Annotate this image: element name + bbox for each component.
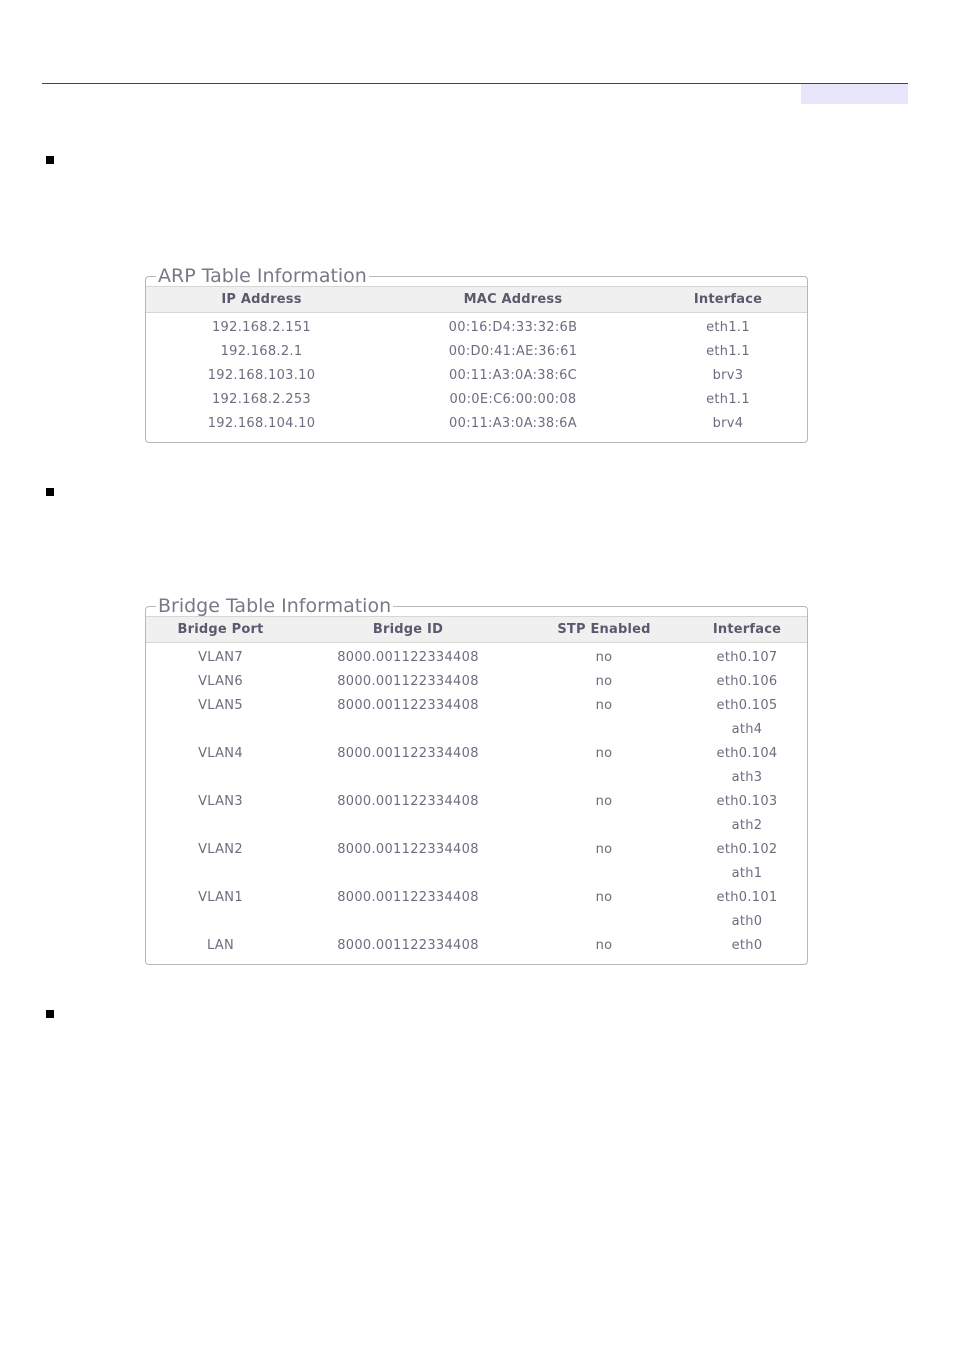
table-row [146,741,807,765]
bridge-port-cell: VLAN5 [198,697,243,713]
bridge-stp-cell [521,813,687,837]
bridge-stp-cell: no [595,841,613,857]
table-row [146,313,807,340]
bridge-id-cell [295,909,521,933]
arp-mac-cell: 00:D0:41:AE:36:61 [448,343,578,359]
arp-interface-cell: brv3 [712,367,744,383]
bridge-stp-cell: no [595,793,613,809]
bridge-id-cell [295,861,521,885]
bridge-port-cell [146,765,295,789]
bridge-interface-cell: ath2 [731,817,763,833]
arp-ip-cell: 192.168.2.151 [211,319,311,335]
table-row [146,363,807,387]
bridge-stp-cell: no [595,937,613,953]
bullet-1 [46,156,54,164]
bridge-col-stp-enabled: STP Enabled [521,617,687,643]
bridge-interface-cell: eth0.101 [716,889,778,905]
bridge-stp-cell: no [595,745,613,761]
bridge-id-cell: 8000.001122334408 [337,745,479,761]
arp-ip-cell: 192.168.2.253 [211,391,311,407]
table-row [146,861,807,885]
bridge-interface-cell: eth0.103 [716,793,778,809]
bridge-port-cell: VLAN6 [198,673,243,689]
bridge-port-cell [146,813,295,837]
bridge-stp-cell [521,861,687,885]
table-row [146,837,807,861]
arp-interface-cell: brv4 [712,415,744,431]
bridge-port-cell: VLAN1 [198,889,243,905]
table-row [146,387,807,411]
arp-col-ip-address: IP Address [146,287,377,313]
bullet-2 [46,488,54,496]
bridge-stp-cell: no [595,697,613,713]
bridge-port-cell [146,909,295,933]
arp-table-title: ARP Table Information [158,265,367,287]
bridge-interface-cell: ath4 [731,721,763,737]
bridge-table-header-row [146,617,807,643]
bridge-port-cell: VLAN3 [198,793,243,809]
arp-ip-cell: 192.168.104.10 [207,415,316,431]
table-row [146,909,807,933]
bridge-table-panel [145,596,808,965]
table-row [146,643,807,670]
arp-ip-cell: 192.168.2.1 [220,343,303,359]
table-row [146,411,807,435]
bridge-col-interface: Interface [687,617,807,643]
bullet-3 [46,1010,54,1018]
bridge-interface-cell: ath3 [731,769,763,785]
header-rule [42,83,908,84]
bridge-col-bridge-port: Bridge Port [146,617,295,643]
bridge-id-cell [295,717,521,741]
bridge-id-cell: 8000.001122334408 [337,937,479,953]
bridge-interface-cell: ath1 [731,865,763,881]
arp-col-mac-address: MAC Address [377,287,649,313]
bridge-interface-cell: eth0.102 [716,841,778,857]
bridge-id-cell: 8000.001122334408 [337,673,479,689]
arp-ip-cell: 192.168.103.10 [207,367,316,383]
bridge-interface-cell: eth0.107 [716,649,778,665]
bridge-interface-cell: ath0 [731,913,763,929]
bridge-interface-cell: eth0.106 [716,673,778,689]
bridge-port-cell: LAN [206,937,235,953]
arp-mac-cell: 00:11:A3:0A:38:6A [449,415,577,431]
arp-mac-cell: 00:0E:C6:00:00:08 [449,391,577,407]
arp-mac-cell: 00:16:D4:33:32:6B [448,319,578,335]
bridge-table-title: Bridge Table Information [158,595,392,617]
bridge-stp-cell [521,909,687,933]
bridge-table [146,616,807,957]
bridge-col-bridge-id: Bridge ID [295,617,521,643]
table-row [146,717,807,741]
bridge-port-cell: VLAN7 [198,649,243,665]
bridge-stp-cell [521,717,687,741]
bridge-interface-cell: eth0.105 [716,697,778,713]
table-row [146,669,807,693]
bridge-id-cell [295,765,521,789]
arp-interface-cell: eth1.1 [706,391,750,407]
bridge-port-cell [146,717,295,741]
bridge-stp-cell: no [595,889,613,905]
arp-table [146,286,807,435]
bridge-id-cell: 8000.001122334408 [337,649,479,665]
bridge-interface-cell: eth0 [731,937,763,953]
arp-mac-cell: 00:11:A3:0A:38:6C [448,367,578,383]
arp-interface-cell: eth1.1 [706,319,750,335]
bridge-stp-cell: no [595,673,613,689]
table-row [146,339,807,363]
bridge-interface-cell: eth0.104 [716,745,778,761]
bridge-id-cell: 8000.001122334408 [337,697,479,713]
arp-table-header-row [146,287,807,313]
bridge-port-cell: VLAN4 [198,745,243,761]
bridge-port-cell [146,861,295,885]
arp-interface-cell: eth1.1 [706,343,750,359]
table-row [146,693,807,717]
header-tab [801,84,908,104]
arp-col-interface: Interface [649,287,807,313]
bridge-id-cell: 8000.001122334408 [337,793,479,809]
bridge-id-cell: 8000.001122334408 [337,889,479,905]
bridge-id-cell: 8000.001122334408 [337,841,479,857]
bridge-id-cell [295,813,521,837]
bridge-stp-cell [521,765,687,789]
table-row [146,933,807,957]
table-row [146,789,807,813]
table-row [146,765,807,789]
table-row [146,813,807,837]
bridge-port-cell: VLAN2 [198,841,243,857]
arp-table-panel [145,266,808,443]
bridge-stp-cell: no [595,649,613,665]
table-row [146,885,807,909]
